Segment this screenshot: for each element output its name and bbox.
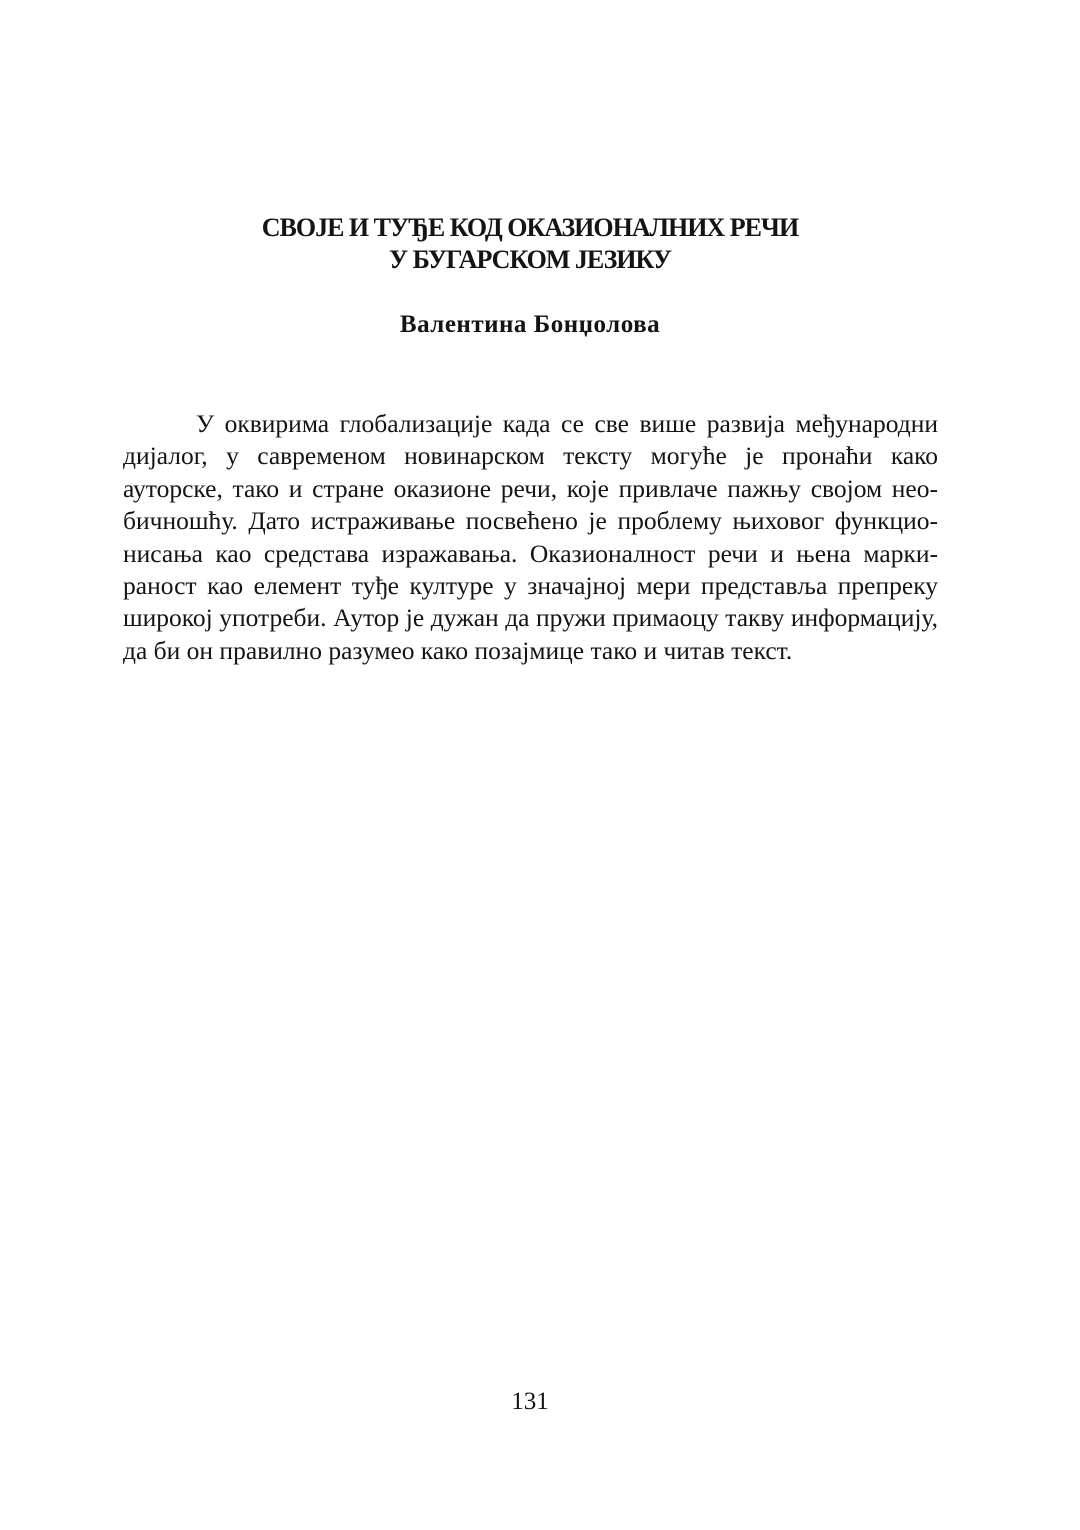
abstract-line: У оквирима глобализације када се све више развија међународни — [196, 409, 938, 438]
abstract-line: да би он правилно разумео како позајмице тако и читав текст. — [123, 635, 793, 665]
article-title — [120, 212, 940, 276]
article-title-line-1: СВОЈЕ И ТУЂЕ КОД ОКАЗИОНАЛНИХ РЕЧИ — [261, 213, 799, 242]
abstract-line: раност као елемент туђе културе у значајној мери представља препреку — [123, 570, 938, 600]
abstract-line: бичношћу. Дато истраживање посвећено је проблему њиховог функцио- — [123, 506, 938, 536]
abstract-line: широкој употреби. Аутор је дужан да пружи примаоцу такву информацију, — [123, 603, 938, 633]
page-number: 131 — [511, 1388, 549, 1415]
abstract-line: дијалог, у савременом новинарском тексту могуће је пронаћи како — [123, 441, 938, 471]
article-title-line-2: У БУГАРСКОМ ЈЕЗИКУ — [389, 245, 671, 274]
abstract-line: нисања као средстава изражавања. Оказионалност речи и њена марки- — [123, 538, 938, 568]
abstract-paragraph — [123, 408, 938, 667]
abstract-line: ауторске, тако и стране оказионе речи, које привлаче пажњу својом нео- — [123, 473, 938, 503]
author-name: Валентина Бонџолова — [399, 311, 661, 338]
